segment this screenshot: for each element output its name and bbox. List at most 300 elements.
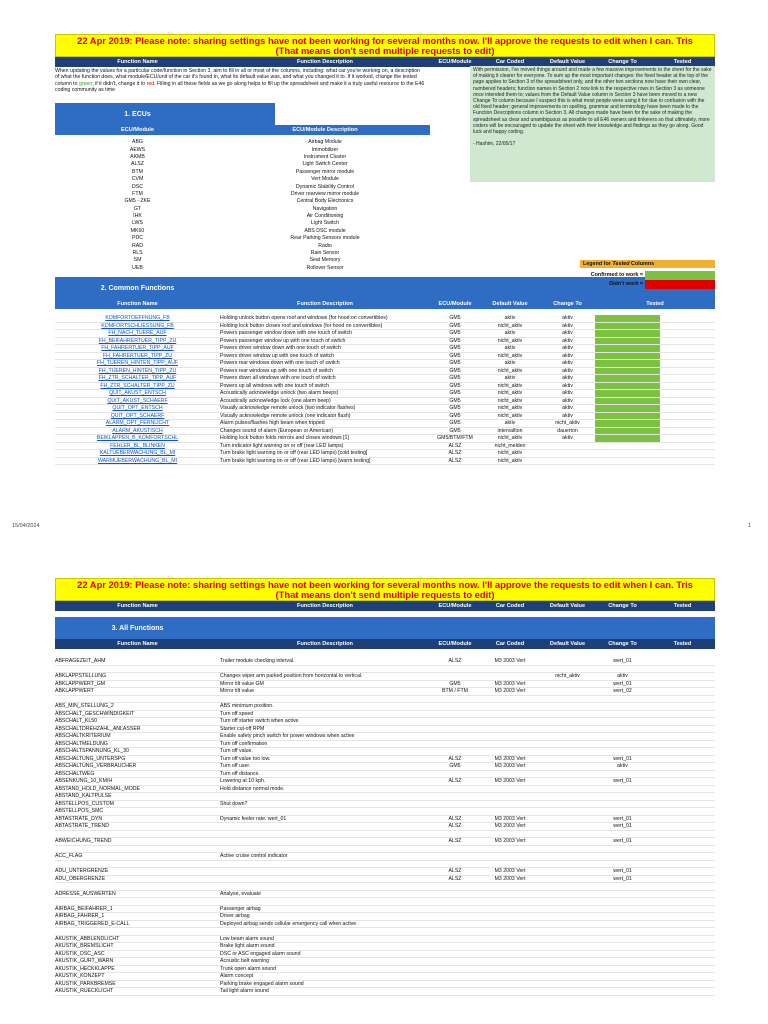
function-description: Shut down? xyxy=(220,800,248,807)
all-function-row xyxy=(55,958,715,966)
function-name: ABKLAPPWERT_GM xyxy=(55,680,106,687)
function-description: Powers up all windows with one touch of switch xyxy=(220,382,329,389)
car-coded: M3 2003 Vert xyxy=(494,823,526,829)
function-description: Hold distance normal mode. xyxy=(220,785,285,792)
default-value xyxy=(540,958,595,965)
all-h-car: Car Coded xyxy=(495,641,525,647)
function-link[interactable]: KOMFORTSCHLIESSUNG_FB xyxy=(101,322,174,329)
function-link[interactable]: QUIT_AKUST_SCHAERF xyxy=(107,397,168,404)
function-description xyxy=(220,898,430,905)
all-function-row xyxy=(55,786,715,794)
default-value xyxy=(540,906,595,913)
default-value xyxy=(540,853,595,860)
tested-cell[interactable] xyxy=(650,673,715,680)
change-to xyxy=(595,891,650,898)
function-name: ABSCHALTUNG_VERBRAUCHER xyxy=(55,763,137,769)
all-function-row xyxy=(55,801,715,809)
ecu-module: GM5 xyxy=(449,367,461,374)
default-value: nicht_aktiv xyxy=(497,450,523,457)
tested-cell[interactable] xyxy=(650,733,715,740)
default-value xyxy=(540,831,595,838)
function-link[interactable]: FH_BEIFAHRERTUER_TIPP_ZU xyxy=(98,337,177,344)
change-to xyxy=(595,703,650,710)
car-coded: M3 2003 Vert xyxy=(494,658,526,664)
all-h-default: Default Value xyxy=(549,641,586,647)
h2-name: Function Name xyxy=(117,603,158,609)
ecu-module xyxy=(430,913,480,920)
tested-cell[interactable] xyxy=(595,390,660,397)
tested-cell[interactable] xyxy=(595,338,660,345)
default-value: nicht_aktiv xyxy=(497,390,523,397)
common-function-row xyxy=(55,450,715,458)
common-header xyxy=(55,299,715,309)
function-description xyxy=(220,861,430,868)
ecu-row xyxy=(55,213,715,220)
function-description: Turn indicator light warning on or off (rear LED lamps) xyxy=(220,442,344,449)
tested-cell[interactable] xyxy=(650,951,715,958)
ecu-description: ABS DSC module xyxy=(304,227,346,234)
ecu-row xyxy=(55,250,715,257)
car-coded xyxy=(480,733,540,740)
function-link[interactable]: FH_ZTR_SCHALTER_TIPP_ZU xyxy=(100,382,175,389)
function-name: ABSCHALTSPANNUNG_KL_30 xyxy=(55,748,129,754)
tested-cell[interactable] xyxy=(650,876,715,883)
car-coded xyxy=(480,928,540,935)
function-name: ABSCHALTKRITERIUM xyxy=(55,733,111,739)
tested-cell[interactable] xyxy=(650,696,715,703)
default-value xyxy=(540,733,595,740)
tested-cell[interactable] xyxy=(595,353,660,360)
common-header-ecu: ECU/Module xyxy=(438,301,472,308)
change-to: wert_01 xyxy=(613,823,632,829)
all-function-row xyxy=(55,681,715,689)
car-coded xyxy=(480,786,540,793)
ecu-description: Vert Module xyxy=(311,176,339,183)
car-coded xyxy=(480,808,540,815)
change-to xyxy=(595,696,650,703)
function-name: AKUSTIK_ABBLENDLICHT xyxy=(55,935,120,942)
intro-text xyxy=(55,67,425,94)
change-to xyxy=(595,943,650,950)
function-link[interactable]: FH_TUEREN_HINTEN_TIPP_AUF xyxy=(97,360,178,367)
function-description: Turn brake light warning on or off (rear LED lamps) [warm testing] xyxy=(220,457,371,464)
tested-cell[interactable] xyxy=(595,413,660,420)
ecu-code: ALSZ xyxy=(131,161,144,168)
tested-cell[interactable] xyxy=(595,450,660,457)
tested-cell[interactable] xyxy=(595,428,660,435)
function-description: Holding unlock button opens roof and windows (for hood on convertibles) xyxy=(220,315,388,322)
function-description xyxy=(220,793,430,800)
tested-cell[interactable] xyxy=(650,793,715,800)
tested-cell[interactable] xyxy=(595,315,660,322)
tested-cell[interactable] xyxy=(650,913,715,920)
tested-cell[interactable] xyxy=(650,891,715,898)
function-link[interactable]: QUIT_OPT_SCHAERF xyxy=(110,412,165,419)
ecu-module: GM5 xyxy=(449,352,461,359)
ecu-module xyxy=(430,808,480,815)
change-to xyxy=(540,443,595,450)
common-function-row xyxy=(55,360,715,368)
function-link[interactable]: FEHLER_BL_BLINKEN xyxy=(110,442,165,449)
function-name: ADU_UNTERGRENZE xyxy=(55,868,109,874)
ecu-module xyxy=(430,951,480,958)
tested-cell[interactable] xyxy=(650,861,715,868)
function-link[interactable]: FH_NACH_TUERE_AUF xyxy=(108,330,167,337)
function-link[interactable]: QUIT_OPT_ENTSCH xyxy=(112,405,163,412)
tested-cell[interactable] xyxy=(595,443,660,450)
tested-cell[interactable] xyxy=(650,801,715,808)
ecu-module: GM5 xyxy=(449,330,461,337)
tested-cell[interactable] xyxy=(650,838,715,845)
change-to: aktiv xyxy=(562,382,573,389)
function-description: Alarm pulses/flashes high beam when tripped xyxy=(220,420,325,427)
function-name xyxy=(55,928,220,935)
all-function-row xyxy=(55,741,715,749)
default-value xyxy=(540,876,595,883)
tested-cell[interactable] xyxy=(650,966,715,973)
tested-cell[interactable] xyxy=(595,435,660,442)
function-description: Changes sound of alarm (European or American) xyxy=(220,427,334,434)
ecu-module: GM5 xyxy=(449,397,461,404)
ecu-row xyxy=(55,220,715,227)
function-name xyxy=(55,846,220,853)
header-ecu-module: ECU/Module xyxy=(438,59,472,65)
car-coded: M3 2003 Vert xyxy=(494,763,526,769)
tested-cell[interactable] xyxy=(650,681,715,688)
common-function-row xyxy=(55,383,715,391)
car-coded xyxy=(480,748,540,755)
tested-cell[interactable] xyxy=(595,405,660,412)
all-function-row xyxy=(55,966,715,974)
ecu-module: GM5 xyxy=(449,763,461,769)
tested-cell[interactable] xyxy=(650,981,715,988)
car-coded xyxy=(480,846,540,853)
ecu-module xyxy=(430,853,480,860)
car-coded: M3 2003 Vert xyxy=(494,875,526,882)
function-description: Turn off user. xyxy=(220,763,251,769)
car-coded: M3 2003 Vert xyxy=(494,838,526,844)
function-link[interactable]: QUIT_AKUST_ENTSCH xyxy=(109,390,166,397)
default-value: aktiv xyxy=(504,345,516,352)
all-function-row xyxy=(55,898,715,906)
ecu-code: RLS xyxy=(132,250,143,257)
ecu-module xyxy=(430,666,480,673)
default-value: aktiv xyxy=(504,315,516,322)
car-coded xyxy=(480,943,540,950)
function-description: Mirror tilt value GM xyxy=(220,680,264,687)
change-to: aktiv xyxy=(562,435,573,442)
change-to xyxy=(595,853,650,860)
function-description: Holding lock button folds mirrors and closes windows [1] xyxy=(220,435,349,442)
tested-cell[interactable] xyxy=(650,958,715,965)
common-function-row xyxy=(55,323,715,331)
function-name: ABSCHALT_GESCHWINDIGKEIT xyxy=(55,710,135,717)
ecu-module xyxy=(430,741,480,748)
all-function-row xyxy=(55,936,715,944)
tested-cell[interactable] xyxy=(650,831,715,838)
function-name: ADU_OBERGRENZE xyxy=(55,875,106,882)
function-description: Dynamic feeler rate. wert_01 xyxy=(220,815,287,822)
tested-cell[interactable] xyxy=(650,906,715,913)
tested-cell[interactable] xyxy=(650,688,715,695)
car-coded xyxy=(480,793,540,800)
default-value xyxy=(540,891,595,898)
ecu-code: BTM xyxy=(132,168,143,175)
function-link[interactable]: BEIKLAPPEN_B_KOMFORTSCHL xyxy=(96,435,179,442)
all-function-row xyxy=(55,703,715,711)
all-function-row xyxy=(55,696,715,704)
change-to: nicht_aktiv xyxy=(555,420,580,427)
all-function-row xyxy=(55,808,715,816)
tested-cell[interactable] xyxy=(650,883,715,890)
tested-cell[interactable] xyxy=(650,726,715,733)
function-description: Acoustically acknowledge unlock (two alarm beeps) xyxy=(220,390,339,397)
function-name: ABKLAPPWERT xyxy=(55,688,94,694)
tested-cell[interactable] xyxy=(650,853,715,860)
tested-cell[interactable] xyxy=(650,763,715,770)
intro-body: When updating the values for a particular code/function in Section 3, aim to fill in all or most of the columns, including: what car you're working on, a description of what the function does, what module/ECU/unit of the car it's found in, what its default value was, and what you changed it to. If it worked, change the tested column to xyxy=(55,68,420,87)
change-to: wert_02 xyxy=(613,688,632,694)
car-coded: M3 2003 Vert xyxy=(494,778,526,784)
default-value xyxy=(540,981,595,988)
function-name: ADRESSE_AUSWERTEN xyxy=(55,890,116,897)
default-value: nicht_aktiv xyxy=(555,673,580,679)
banner2-line-1: 22 Apr 2019: Please note: sharing settings have not been working for several months now. I'll approve the requests to edit when I can. Tris xyxy=(77,579,693,590)
function-name: ABTASTRATE_DYN xyxy=(55,815,103,822)
car-coded: M3 2003 Vert xyxy=(494,680,526,687)
function-description: Powers driver window up with one touch of switch xyxy=(220,352,335,359)
function-description: Powers passenger window down with one touch of switch xyxy=(220,330,353,337)
default-value xyxy=(540,816,595,823)
common-function-row xyxy=(55,345,715,353)
tested-cell[interactable] xyxy=(595,375,660,382)
h2-car: Car Coded xyxy=(495,603,525,609)
ecu-row xyxy=(55,206,715,213)
ecu-module xyxy=(430,718,480,725)
function-description xyxy=(220,883,430,890)
tested-cell[interactable] xyxy=(595,345,660,352)
tested-cell[interactable] xyxy=(650,943,715,950)
tested-cell[interactable] xyxy=(650,748,715,755)
change-to xyxy=(595,711,650,718)
function-name: ABSTELLPOS_SMC xyxy=(55,808,104,814)
car-coded xyxy=(480,913,540,920)
tested-cell[interactable] xyxy=(650,973,715,980)
all-function-row xyxy=(55,673,715,681)
ecu-module xyxy=(430,966,480,973)
tested-cell[interactable] xyxy=(650,898,715,905)
section-3-title-text: 3. All Functions xyxy=(111,624,164,632)
ecu-description: Dynamic Stability Control xyxy=(296,183,354,190)
tested-cell[interactable] xyxy=(650,921,715,928)
function-description: Powers rear windows up with one touch of switch xyxy=(220,367,334,374)
default-value: aktiv xyxy=(504,330,516,337)
default-value: aktiv xyxy=(504,360,516,367)
function-name: ABSCHALTUNG_UNTERSPG xyxy=(55,755,126,762)
car-coded xyxy=(480,718,540,725)
change-to: aktiv xyxy=(617,673,628,679)
car-coded xyxy=(480,921,540,928)
change-to xyxy=(595,928,650,935)
default-value xyxy=(540,756,595,763)
header-tested: Tested xyxy=(673,59,692,65)
function-link[interactable]: ALARM_AKUSTISCH xyxy=(112,427,163,434)
ecu-module xyxy=(430,883,480,890)
function-name: ABSCHALTWEG xyxy=(55,770,95,777)
all-h-desc: Function Description xyxy=(297,641,353,647)
tested-cell[interactable] xyxy=(650,778,715,785)
all-h-name: Function Name xyxy=(117,641,158,647)
tested-cell[interactable] xyxy=(595,398,660,405)
ecu-description: Light Switch Center xyxy=(302,161,348,168)
tested-cell[interactable] xyxy=(650,756,715,763)
ecu-description: Radio xyxy=(318,242,332,249)
ecu-module xyxy=(430,711,480,718)
function-name xyxy=(55,883,220,890)
default-value xyxy=(540,703,595,710)
function-description: Powers driver window down with one touch of switch xyxy=(220,345,341,352)
function-link[interactable]: WARMUEBERWACHUNG_BL_MI xyxy=(97,457,178,464)
all-function-row xyxy=(55,666,715,674)
function-description xyxy=(220,808,430,815)
tested-cell[interactable] xyxy=(595,360,660,367)
change-to: wert_01 xyxy=(613,778,632,784)
change-to: aktiv xyxy=(617,763,628,769)
ecu-row xyxy=(55,243,715,250)
tested-cell[interactable] xyxy=(650,936,715,943)
change-to xyxy=(595,988,650,995)
function-description: Parking brake engaged alarm sound xyxy=(220,980,304,987)
function-name: ABSCHALT_KL50 xyxy=(55,718,98,724)
function-description: Trunk open alarm sound xyxy=(220,965,277,972)
function-name: AKUSTIK_RUECKLICHT xyxy=(55,988,114,994)
banner2-line-2: (That means don't send multiple requests to edit) xyxy=(275,589,495,600)
ecu-module xyxy=(430,703,480,710)
tested-cell[interactable] xyxy=(650,823,715,830)
tested-cell[interactable] xyxy=(595,323,660,330)
change-to xyxy=(595,898,650,905)
legend-title-c: Columns xyxy=(631,261,655,267)
tested-cell[interactable] xyxy=(595,458,660,465)
tested-cell[interactable] xyxy=(650,771,715,778)
tested-cell[interactable] xyxy=(650,666,715,673)
common-function-row xyxy=(55,405,715,413)
tested-cell[interactable] xyxy=(650,718,715,725)
change-to xyxy=(595,718,650,725)
change-to: aktiv xyxy=(562,345,573,352)
all-function-row xyxy=(55,846,715,854)
change-to: aktiv xyxy=(562,337,573,344)
car-coded xyxy=(480,906,540,913)
ecu-row xyxy=(55,198,715,205)
section-1-title xyxy=(55,103,275,125)
h2-default: Default Value xyxy=(549,603,586,609)
tested-cell[interactable] xyxy=(650,846,715,853)
function-description: DSC or ASC engaged alarm sound xyxy=(220,950,301,957)
change-to xyxy=(595,748,650,755)
change-to xyxy=(595,733,650,740)
ecu-description: Air Conditioning xyxy=(306,213,344,220)
ecu-description: Immobilizer xyxy=(311,146,339,153)
function-name: AKUSTIK_HECKKLAPPE xyxy=(55,965,115,972)
ecu-module xyxy=(430,786,480,793)
function-description: Driver airbag xyxy=(220,913,250,919)
function-description: Turn brake light warning on or off (rear LED lamps) [cold testing] xyxy=(220,450,368,457)
function-link[interactable]: KOMFORTOEFFNUNG_FB xyxy=(105,315,170,322)
tested-cell[interactable] xyxy=(650,808,715,815)
function-link[interactable]: KALTUEBERWACHUNG_BL_MI xyxy=(99,450,176,457)
function-description: Low beam alarm sound xyxy=(220,935,274,942)
all-function-row xyxy=(55,816,715,824)
change-to xyxy=(595,726,650,733)
function-link[interactable]: FH_TUEREN_HINTEN_TIPP_ZU xyxy=(98,367,177,374)
default-value: nicht_aktiv xyxy=(497,367,523,374)
tested-cell[interactable] xyxy=(595,330,660,337)
car-coded xyxy=(480,726,540,733)
change-to: wert_01 xyxy=(613,755,632,762)
tested-cell[interactable] xyxy=(650,868,715,875)
ecu-description: Light Switch xyxy=(311,220,339,227)
car-coded: M3 2003 Vert xyxy=(494,868,526,874)
editor-notes xyxy=(470,66,715,182)
function-link[interactable]: FH_ZTR_SCHALTER_TIPP_AUF xyxy=(98,375,177,382)
function-name: AKUSTIK_KONZEPT xyxy=(55,973,105,979)
default-value: nicht_aktiv xyxy=(497,352,523,359)
common-function-row xyxy=(55,420,715,428)
ecu-module: GM5/BTM/FTM xyxy=(437,435,473,442)
ecu-code: MK60 xyxy=(130,227,145,234)
car-coded xyxy=(480,966,540,973)
default-value xyxy=(540,666,595,673)
function-name: ABSTAND_KALTPULSE xyxy=(55,793,112,799)
change-to: aktiv xyxy=(562,322,573,329)
function-name: ABKLAPPSTELLUNG xyxy=(55,673,107,679)
tested-cell[interactable] xyxy=(650,928,715,935)
function-link[interactable]: FH_FAHRERTUER_TIPP_AUF xyxy=(101,345,174,352)
tested-cell[interactable] xyxy=(650,786,715,793)
tested-cell[interactable] xyxy=(650,816,715,823)
tested-cell[interactable] xyxy=(595,383,660,390)
ecu-module: GM5 xyxy=(449,382,461,389)
function-name xyxy=(55,666,220,673)
function-link[interactable]: FH_FAHRERTUER_TIPP_ZU xyxy=(102,352,173,359)
all-function-row xyxy=(55,778,715,786)
tested-cell[interactable] xyxy=(650,711,715,718)
function-name: ABSTELLPOS_CUSTOM xyxy=(55,800,115,807)
tested-cell[interactable] xyxy=(650,988,715,995)
ecu-code: UEB xyxy=(132,264,143,271)
tested-cell[interactable] xyxy=(595,368,660,375)
change-to xyxy=(595,906,650,913)
common-function-row xyxy=(55,413,715,421)
ecu-row xyxy=(55,184,715,191)
tested-cell[interactable] xyxy=(650,658,715,665)
all-function-row xyxy=(55,861,715,869)
change-to xyxy=(595,883,650,890)
tested-cell[interactable] xyxy=(650,703,715,710)
all-table xyxy=(55,658,715,996)
function-link[interactable]: ALARM_OPT_FERNLICHT xyxy=(105,420,170,427)
default-value xyxy=(540,913,595,920)
function-name: AKUSTIK_DSC_ASC xyxy=(55,950,105,957)
intro-red: red xyxy=(146,80,155,87)
function-name: ABSTAND_HOLD_NORMAL_MODE xyxy=(55,785,140,792)
default-value xyxy=(540,681,595,688)
tested-cell[interactable] xyxy=(650,741,715,748)
tested-cell[interactable] xyxy=(595,420,660,427)
common-function-row xyxy=(55,458,715,466)
change-to: aktiv xyxy=(562,390,573,397)
